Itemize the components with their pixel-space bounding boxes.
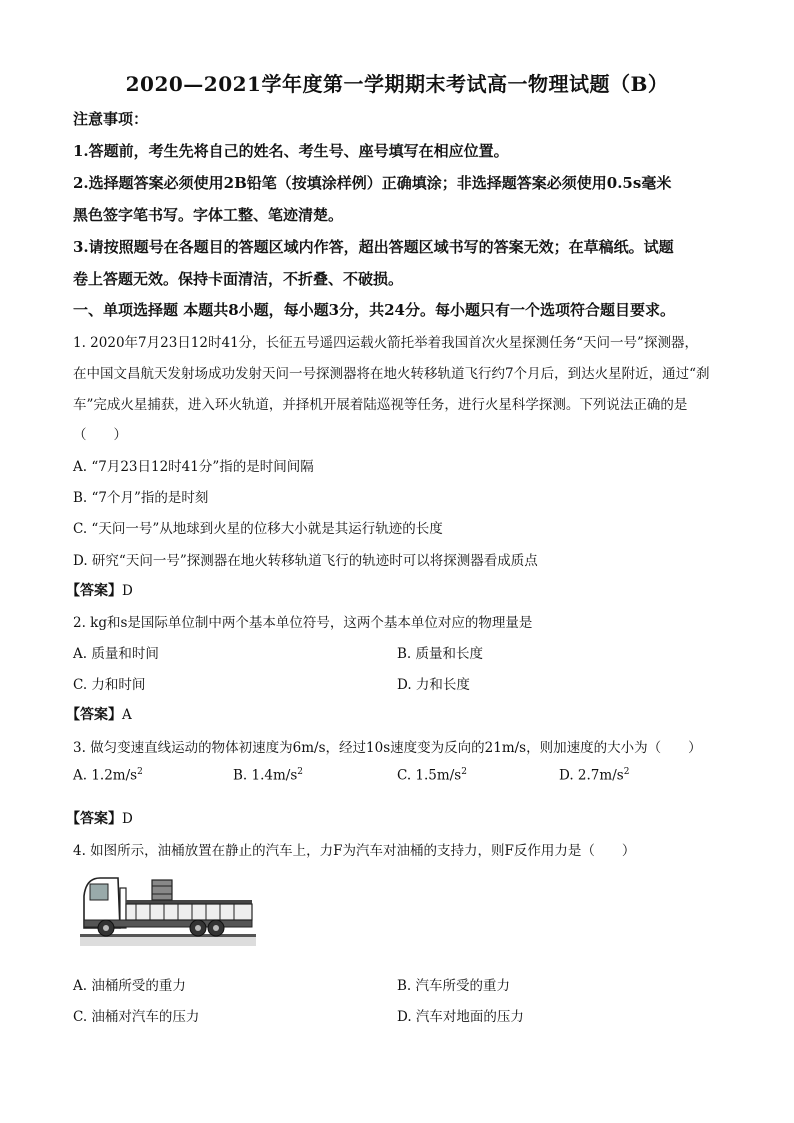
q4-option-d: D. 汽车对地面的压力 [397, 1009, 524, 1025]
q1-option-c: C. “天问一号”从地球到火星的位移大小就是其运行轨迹的长度 [73, 521, 443, 537]
q1-answer [66, 580, 133, 600]
notes-item-3-cont: 卷上答题无效。保持卡面清洁，不折叠、不破损。 [73, 270, 404, 288]
notes-item-3: 3.请按照题号在各题目的答题区域内作答，超出答题区域书写的答案无效；在草稿纸。试题 [73, 238, 674, 256]
q1-stem-line-3: 车”完成火星捕获，进入环火轨道，并择机开展着陆巡视等任务，进行火星科学探测。下列说法正确的是 [73, 397, 688, 413]
q4-option-a: A. 油桶所受的重力 [73, 978, 186, 994]
q1-option-d: D. 研究“天问一号”探测器在地火转移轨道飞行的轨迹时可以将探测器看成质点 [73, 553, 538, 569]
notes-item-1: 1.答题前，考生先将自己的姓名、考生号、座号填写在相应位置。 [73, 142, 509, 160]
q4-option-c: C. 油桶对汽车的压力 [73, 1009, 200, 1025]
q4-stem: 4. 如图所示，油桶放置在静止的汽车上，力F为汽车对油桶的支持力，则F反作用力是（ ） [73, 843, 636, 859]
answer-label: 【答案】 [66, 811, 122, 827]
q2-option-c: C. 力和时间 [73, 677, 146, 693]
q2-option-d: D. 力和长度 [397, 677, 470, 693]
q3-stem: 3. 做匀变速直线运动的物体初速度为6m/s，经过10s速度变为反向的21m/s，则加速度的大小为（ ） [73, 740, 702, 756]
q1-option-a: A. “7月23日12时41分”指的是时间间隔 [73, 459, 314, 475]
q3-option-a: A. $1.2m/s^2$ [73, 767, 143, 784]
notes-item-2-cont: 黑色签字笔书写。字体工整、笔迹清楚。 [73, 206, 344, 224]
q1-stem-line-4: （ ） [73, 427, 127, 443]
q3-option-b: B. $1.4m/s^2$ [233, 767, 303, 784]
q3-option-d: D. $2.7m/s^2$ [559, 767, 630, 784]
q3-answer-value: D [122, 811, 133, 827]
q3-answer [66, 808, 133, 828]
answer-label: 【答案】 [66, 707, 122, 723]
q3-option-c: C. $1.5m/s^2$ [397, 767, 467, 784]
section-heading: 一、单项选择题 本题共8小题，每小题3分，共24分。每小题只有一个选项符合题目要求。 [73, 301, 675, 319]
notes-header: 注意事项： [73, 110, 149, 128]
q2-option-b: B. 质量和长度 [397, 646, 484, 662]
q2-answer [66, 704, 132, 724]
q1-stem-line-1: 1. 2020年7月23日12时41分，长征五号遥四运载火箭托举着我国首次火星探测任务“天问一号”探测器， [73, 335, 698, 351]
page-title: 2020—2021学年度第一学期期末考试高一物理试题（B） [125, 72, 669, 96]
q2-answer-value: A [122, 707, 132, 723]
q1-answer-value: D [122, 583, 133, 599]
q2-stem: 2. kg和s是国际单位制中两个基本单位符号，这两个基本单位对应的物理量是 [73, 615, 533, 631]
notes-item-2: 2.选择题答案必须使用2B铅笔（按填涂样例）正确填涂；非选择题答案必须使用0.5s毫米 [73, 174, 672, 192]
q4-option-b: B. 汽车所受的重力 [397, 978, 511, 994]
truck-with-oil-barrel-image [80, 868, 256, 948]
answer-label: 【答案】 [66, 583, 122, 599]
q2-option-a: A. 质量和时间 [73, 646, 159, 662]
q1-stem-line-2: 在中国文昌航天发射场成功发射天问一号探测器将在地火转移轨道飞行约7个月后，到达火星附近，通过“刹 [73, 366, 710, 382]
q1-option-b: B. “7个月”指的是时刻 [73, 490, 209, 506]
